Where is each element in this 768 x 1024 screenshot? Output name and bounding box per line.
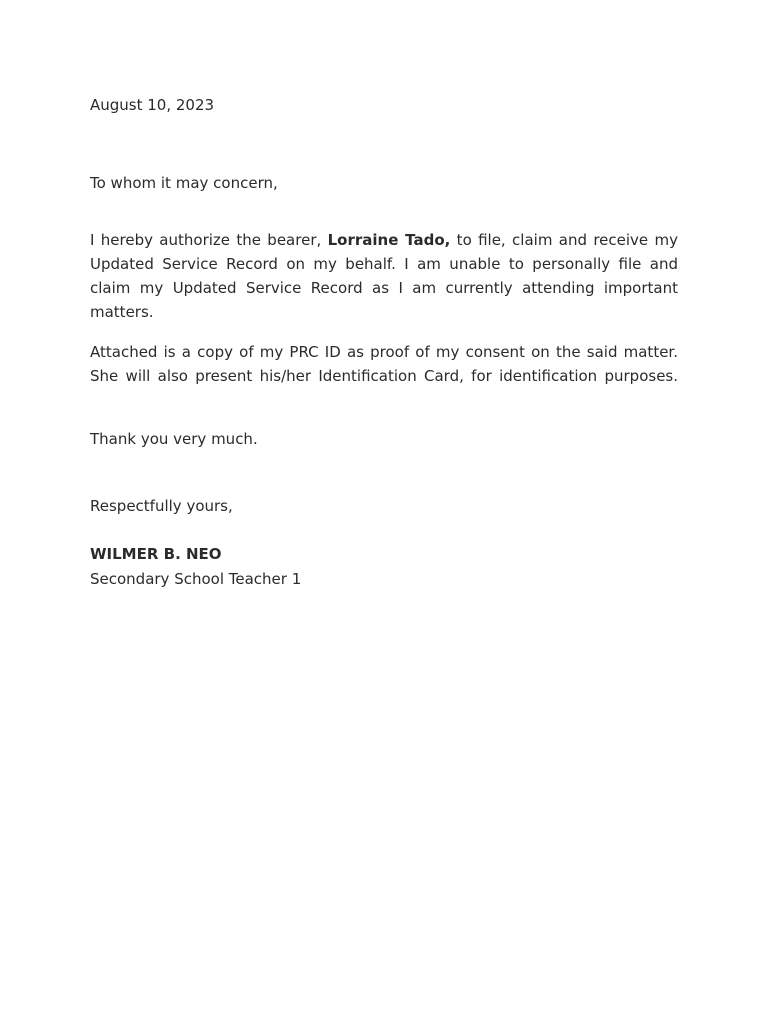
letter-date: August 10, 2023 <box>90 96 215 114</box>
authorization-paragraph <box>90 228 678 324</box>
salutation: To whom it may concern, <box>90 174 278 192</box>
closing-line: Respectfully yours, <box>90 497 233 515</box>
signer-title: Secondary School Teacher 1 <box>90 570 302 588</box>
signer-name: WILMER B. NEO <box>90 545 222 563</box>
paragraph1-intro: I hereby authorize the bearer, <box>90 231 328 249</box>
bearer-name: Lorraine Tado, <box>327 231 451 249</box>
thanks-line: Thank you very much. <box>90 430 258 448</box>
paragraph1-body: to file, claim and receive my Updated Service Record on my behalf. I am unable to personally file and claim my Updated Service Record as I am currently attending important matters. <box>90 231 678 321</box>
attachment-paragraph: Attached is a copy of my PRC ID as proof of my consent on the said matter. She will also present his/her Identification Card, for identification purposes. <box>90 343 678 385</box>
